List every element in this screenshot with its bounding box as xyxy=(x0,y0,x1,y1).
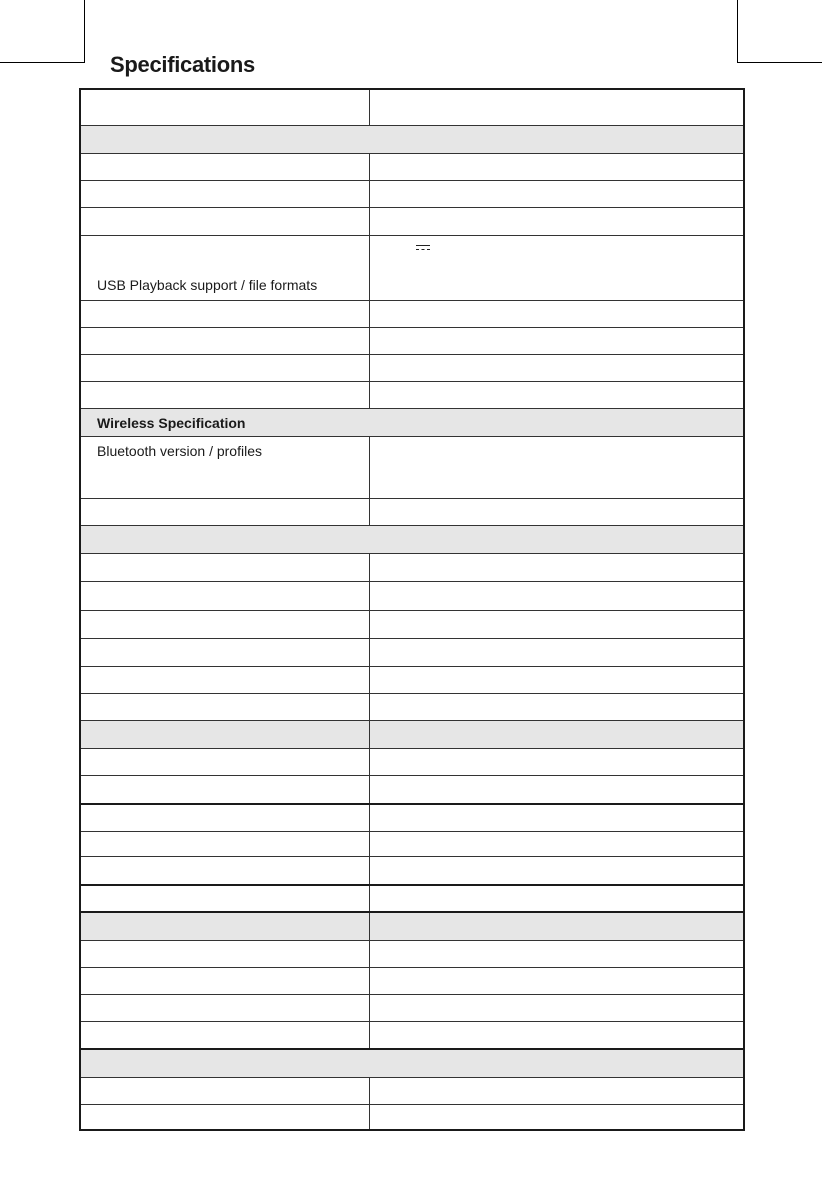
spec-label xyxy=(81,941,370,967)
spec-label xyxy=(81,805,370,831)
spec-value xyxy=(370,941,743,967)
spec-label xyxy=(81,968,370,994)
table-row xyxy=(81,994,743,1021)
dc-symbol-icon xyxy=(416,245,430,250)
spec-label xyxy=(81,995,370,1021)
table-subheader-row xyxy=(81,720,743,748)
table-row xyxy=(81,967,743,994)
table-row xyxy=(81,207,743,235)
table-row xyxy=(81,856,743,884)
spec-value xyxy=(370,437,743,498)
spec-value xyxy=(370,382,743,408)
table-row xyxy=(81,1077,743,1104)
table-row xyxy=(81,354,743,381)
spec-value xyxy=(370,857,743,884)
spec-value xyxy=(370,355,743,381)
table-row xyxy=(81,90,743,125)
table-row xyxy=(81,775,743,803)
spec-label xyxy=(81,181,370,207)
spec-value xyxy=(370,181,743,207)
spec-label xyxy=(81,90,370,125)
spec-label: Bluetooth version / profiles xyxy=(81,437,370,498)
section-header-label xyxy=(81,526,743,553)
spec-label xyxy=(81,694,370,720)
spec-value xyxy=(370,611,743,638)
section-header-label xyxy=(81,1050,743,1077)
table-row xyxy=(81,1104,743,1129)
table-row xyxy=(81,610,743,638)
section-header-row xyxy=(81,408,743,436)
table-row xyxy=(81,180,743,207)
table-row xyxy=(81,884,743,911)
spec-value xyxy=(370,1078,743,1104)
spec-label xyxy=(81,639,370,666)
crop-mark-top-left xyxy=(0,0,85,63)
table-row xyxy=(81,327,743,354)
spec-value xyxy=(370,154,743,180)
spec-value xyxy=(370,776,743,803)
specifications-table xyxy=(79,88,745,1131)
table-row xyxy=(81,638,743,666)
table-subheader-row xyxy=(81,911,743,940)
crop-mark-top-right xyxy=(737,0,822,63)
spec-label xyxy=(81,857,370,884)
spec-label xyxy=(81,1078,370,1104)
table-row xyxy=(81,235,743,300)
spec-label xyxy=(81,208,370,235)
spec-label xyxy=(81,776,370,803)
table-row xyxy=(81,666,743,693)
spec-value xyxy=(370,667,743,693)
table-row xyxy=(81,693,743,720)
spec-value xyxy=(370,1105,743,1129)
spec-value xyxy=(370,554,743,581)
spec-value xyxy=(370,90,743,125)
spec-label xyxy=(81,721,370,748)
table-row xyxy=(81,748,743,775)
spec-label xyxy=(81,749,370,775)
section-header-row xyxy=(81,525,743,553)
table-row xyxy=(81,153,743,180)
section-header-row xyxy=(81,125,743,153)
spec-value xyxy=(370,749,743,775)
table-row xyxy=(81,803,743,831)
spec-value xyxy=(370,886,743,911)
spec-label xyxy=(81,154,370,180)
section-header-label: Wireless Specification xyxy=(97,414,246,431)
spec-value xyxy=(370,236,743,300)
spec-label: USB Playback support / file formats xyxy=(81,236,370,300)
table-row xyxy=(81,436,743,498)
spec-value xyxy=(370,832,743,856)
section-header-label xyxy=(81,126,743,153)
spec-value xyxy=(370,805,743,831)
spec-label xyxy=(81,382,370,408)
spec-value xyxy=(370,208,743,235)
spec-label xyxy=(81,886,370,911)
spec-value xyxy=(370,913,743,940)
table-row xyxy=(81,381,743,408)
spec-value xyxy=(370,995,743,1021)
spec-value xyxy=(370,694,743,720)
page-title: Specifications xyxy=(110,52,255,77)
spec-value xyxy=(370,301,743,327)
spec-value xyxy=(370,721,743,748)
spec-value xyxy=(370,968,743,994)
spec-label xyxy=(81,1105,370,1129)
spec-value xyxy=(370,499,743,525)
spec-label xyxy=(81,1022,370,1048)
table-row xyxy=(81,940,743,967)
spec-label xyxy=(81,554,370,581)
table-row xyxy=(81,553,743,581)
table-row xyxy=(81,300,743,327)
spec-label xyxy=(81,913,370,940)
spec-value xyxy=(370,328,743,354)
section-header-row xyxy=(81,1048,743,1077)
spec-label xyxy=(81,301,370,327)
spec-label xyxy=(81,355,370,381)
spec-value xyxy=(370,1022,743,1048)
table-row xyxy=(81,581,743,610)
spec-label xyxy=(81,667,370,693)
spec-label xyxy=(81,499,370,525)
spec-label xyxy=(81,832,370,856)
table-row xyxy=(81,498,743,525)
table-row xyxy=(81,831,743,856)
spec-label xyxy=(81,328,370,354)
spec-label xyxy=(81,611,370,638)
spec-label xyxy=(81,582,370,610)
spec-value xyxy=(370,639,743,666)
spec-value xyxy=(370,582,743,610)
table-row xyxy=(81,1021,743,1048)
